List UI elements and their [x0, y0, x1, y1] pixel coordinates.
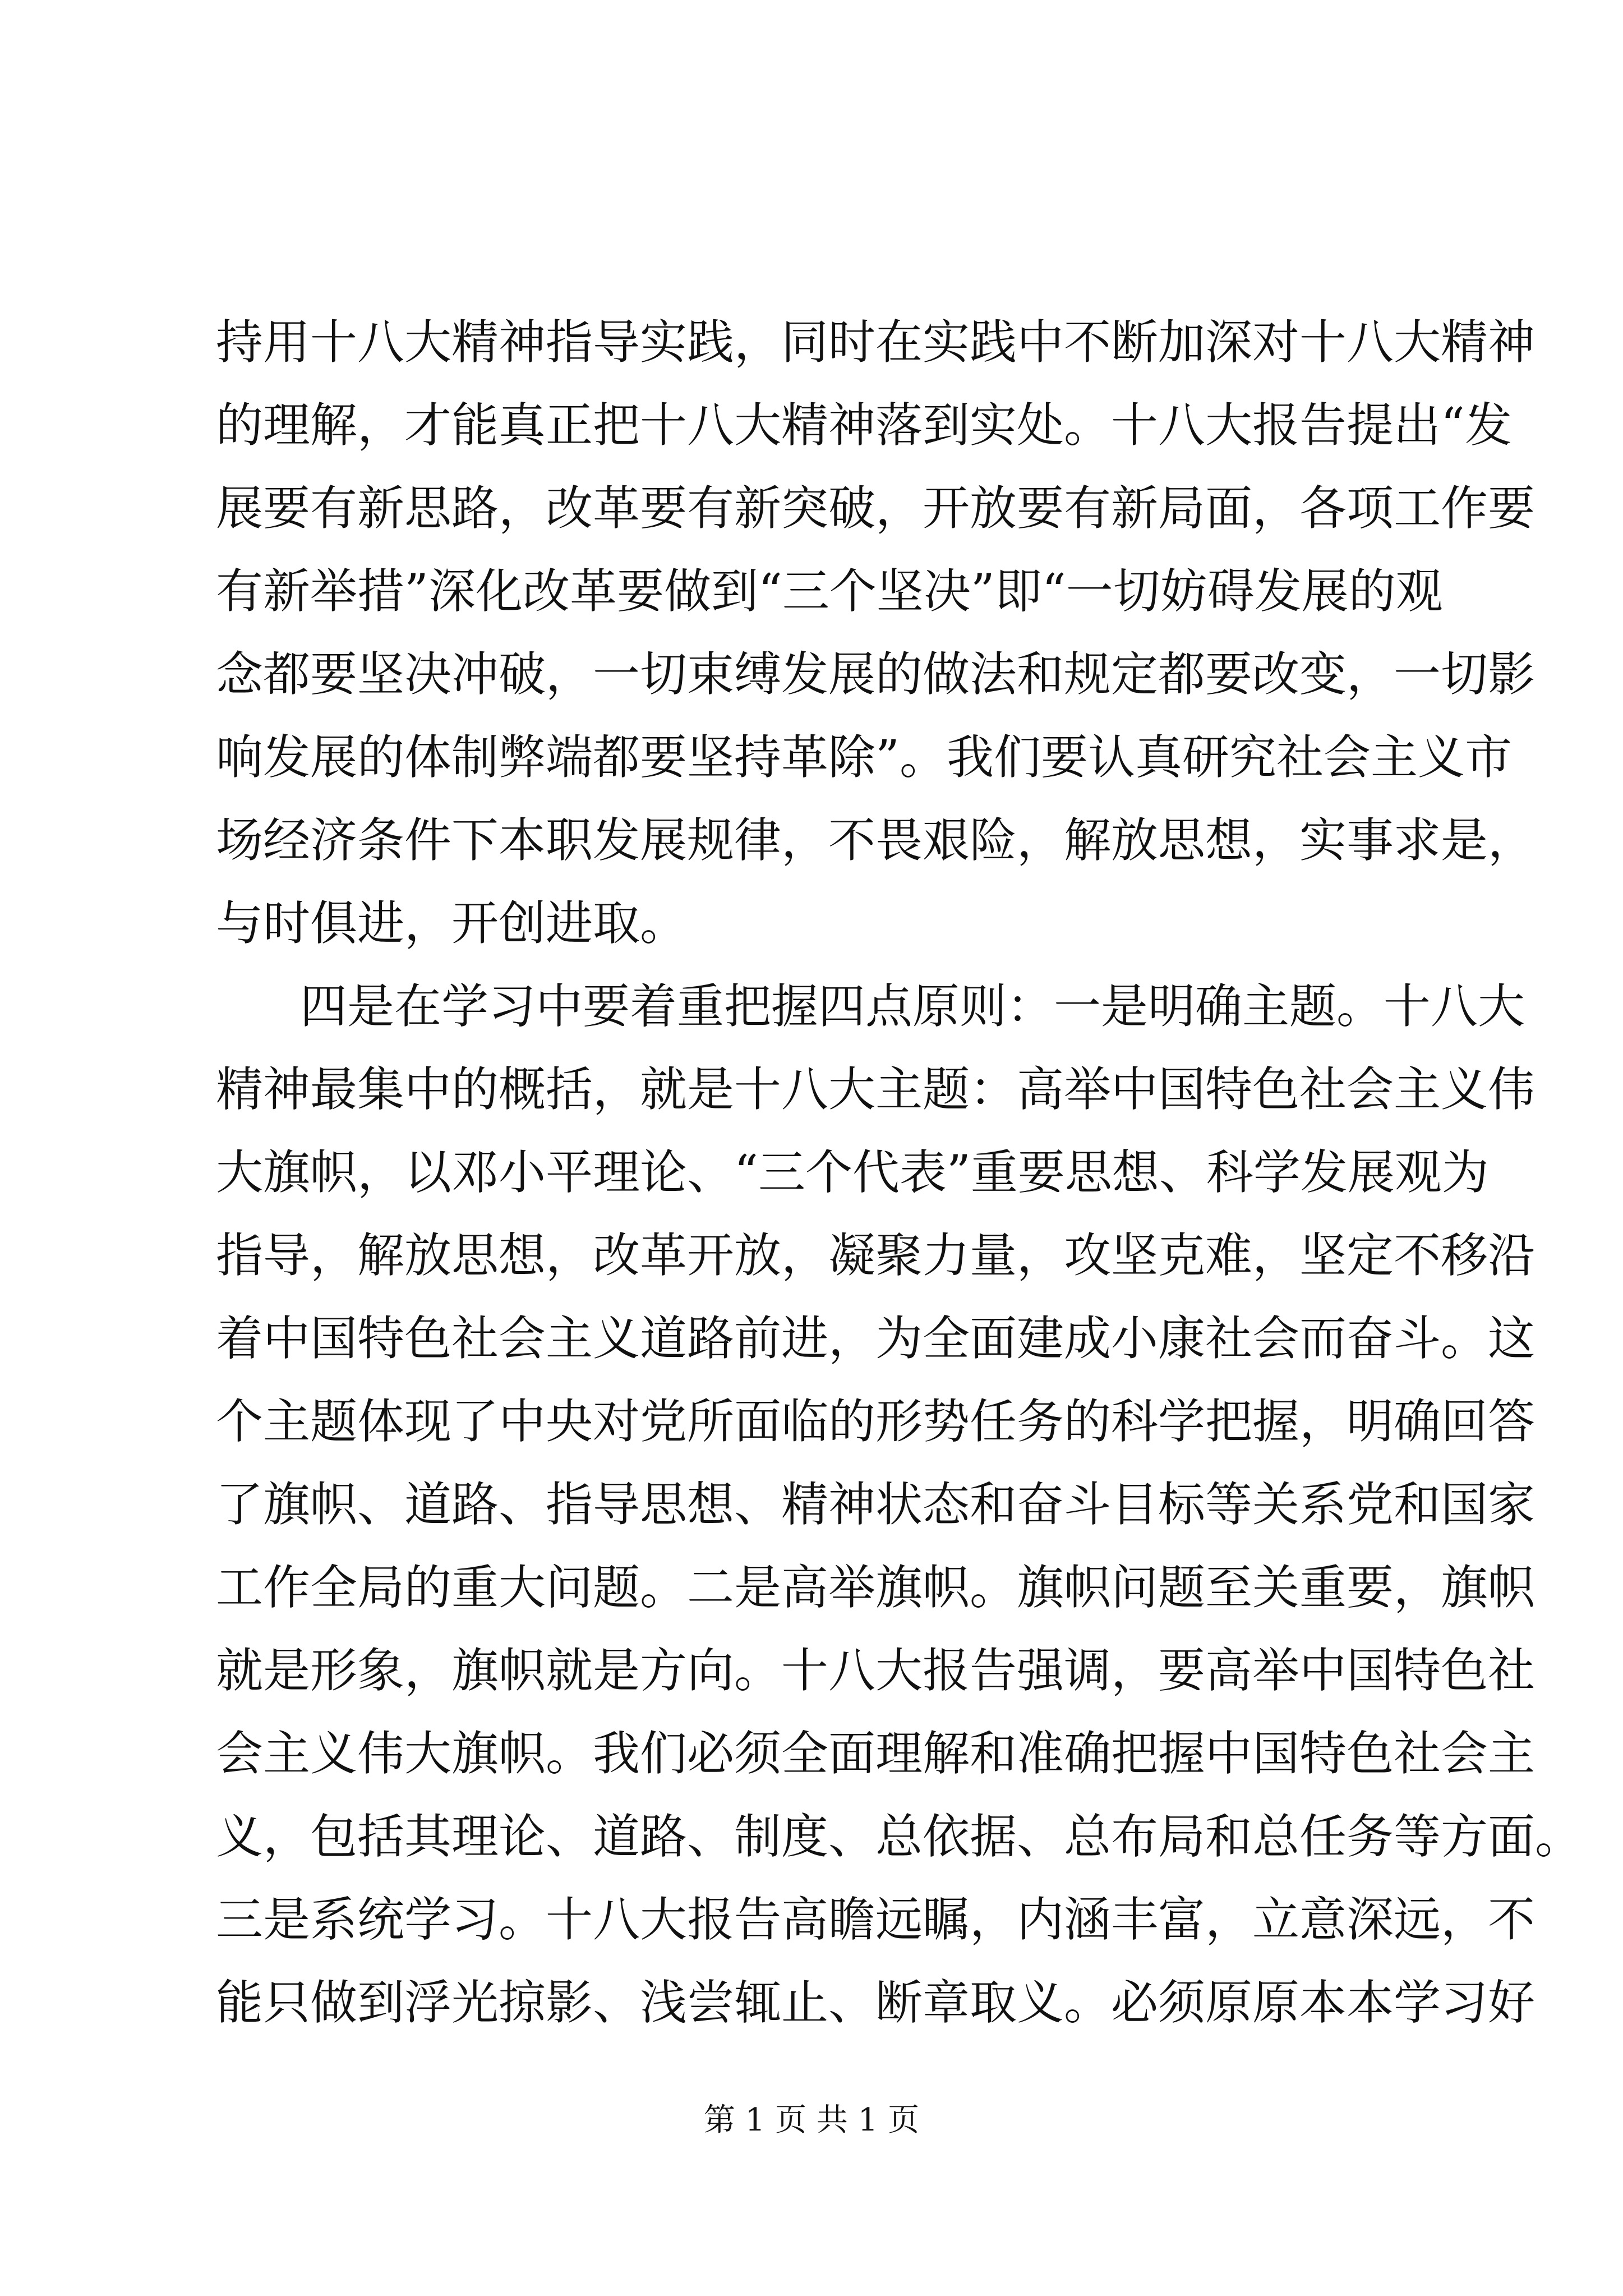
body-text-line: 工作全局的重大问题。二是高举旗帜。旗帜问题至关重要，旗帜 [216, 1560, 1536, 1615]
body-text-line: 个主题体现了中央对党所面临的形势任务的科学把握，明确回答 [216, 1394, 1536, 1449]
body-text-line: 能只做到浮光掠影、浅尝辄止、断章取义。必须原原本本学习好 [216, 1975, 1536, 2030]
body-text-line: 指导，解放思想，改革开放，凝聚力量，攻坚克难，坚定不移沿 [216, 1228, 1536, 1283]
body-text-line: 就是形象，旗帜就是方向。十八大报告强调，要高举中国特色社 [216, 1643, 1536, 1698]
body-text-line: 响发展的体制弊端都要坚持革除”。我们要认真研究社会主义市 [216, 730, 1512, 785]
paragraph-start-line: 四是在学习中要着重把握四点原则：一是明确主题。十八大 [300, 979, 1525, 1034]
body-text-line: 了旗帜、道路、指导思想、精神状态和奋斗目标等关系党和国家 [216, 1477, 1536, 1532]
body-text-line: 有新举措”深化改革要做到“三个坚决”即“一切妨碍发展的观 [216, 564, 1443, 619]
page-footer: 第 1 页 共 1 页 [703, 2102, 920, 2138]
body-text-line: 义，包括其理论、道路、制度、总依据、总布局和总任务等方面。 [216, 1809, 1583, 1864]
body-text-line: 展要有新思路，改革要有新突破，开放要有新局面，各项工作要 [216, 481, 1536, 536]
body-text-line: 着中国特色社会主义道路前进，为全面建成小康社会而奋斗。这 [216, 1311, 1536, 1366]
body-text-line: 与时俱进，开创进取。 [216, 896, 688, 951]
body-text-line: 会主义伟大旗帜。我们必须全面理解和准确把握中国特色社会主 [216, 1726, 1536, 1781]
body-text-line: 大旗帜，以邓小平理论、“三个代表”重要思想、科学发展观为 [216, 1145, 1489, 1200]
body-text-line: 持用十八大精神指导实践，同时在实践中不断加深对十八大精神 [216, 315, 1536, 370]
body-text-line: 场经济条件下本职发展规律，不畏艰险，解放思想，实事求是， [216, 813, 1536, 868]
body-text-line: 的理解，才能真正把十八大精神落到实处。十八大报告提出“发 [216, 398, 1512, 453]
body-text-line: 念都要坚决冲破，一切束缚发展的做法和规定都要改变，一切影 [216, 647, 1536, 702]
body-text-line: 三是系统学习。十八大报告高瞻远瞩，内涵丰富，立意深远，不 [216, 1892, 1536, 1947]
body-text-line: 精神最集中的概括，就是十八大主题：高举中国特色社会主义伟 [216, 1062, 1536, 1117]
